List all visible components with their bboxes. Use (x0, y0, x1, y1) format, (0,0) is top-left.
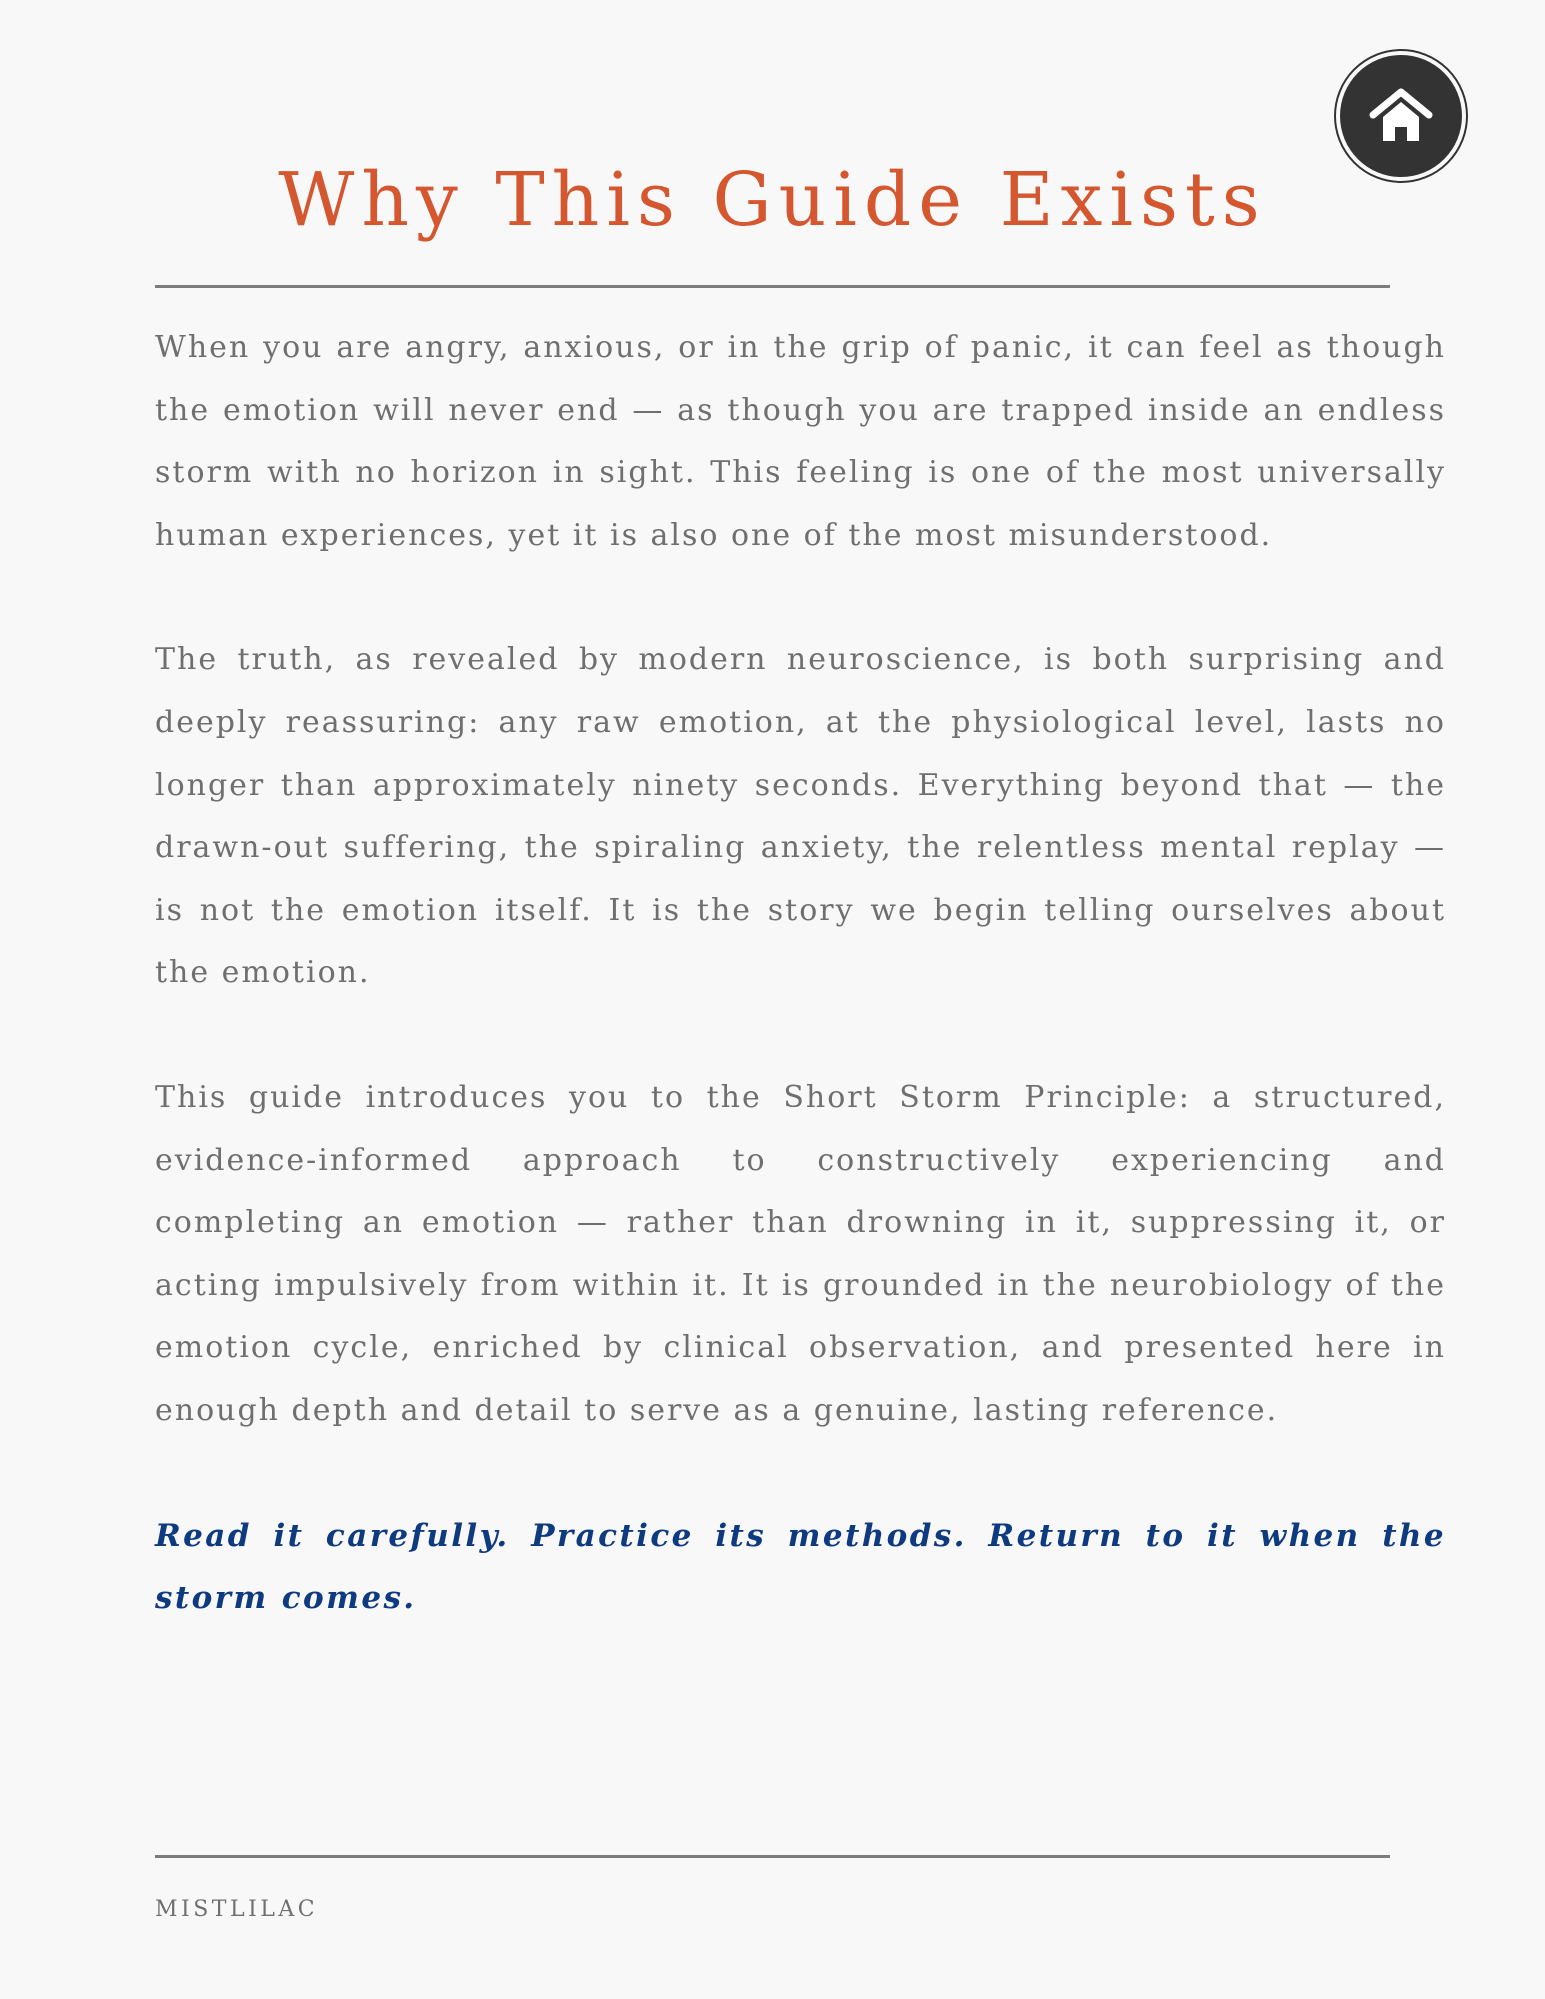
body-paragraph: The truth, as revealed by modern neuroscience, is both surprising and deeply reassuring: any raw emotion, at the physiological level, lasts no longer than approximately ninety seconds. Everything beyond that — the drawn-out suffering, the spiraling anxiety, the relentless mental replay — is not the emotion itself. It is the story we begin telling ourselves about the emotion. (155, 642, 1446, 991)
main-content (155, 317, 1446, 1630)
body-paragraph: This guide introduces you to the Short Storm Principle: a structured, evidence-informed approach to constructively experiencing and completing an emotion — rather than drowning in it, suppressing it, or acting impulsively from within it. It is grounded in the neurobiology of the emotion cycle, enriched by clinical observation, and presented here in enough depth and detail to serve as a genuine, lasting reference. (155, 1079, 1446, 1428)
body-paragraph: When you are angry, anxious, or in the grip of panic, it can feel as though the emotion will never end — as though you are trapped inside an endless storm with no horizon in sight. This feeling is one of the most universally human experiences, yet it is also one of the most misunderstood. (155, 330, 1446, 553)
brand-label: MISTLILAC (155, 1897, 319, 1922)
emphasis-callout: Read it carefully. Practice its methods. Return to it when the storm comes. (155, 1517, 1446, 1617)
page-title: Why This Guide Exists (278, 157, 1267, 243)
title-divider (155, 285, 1390, 288)
home-icon (1368, 86, 1434, 146)
footer-divider (155, 1855, 1390, 1858)
